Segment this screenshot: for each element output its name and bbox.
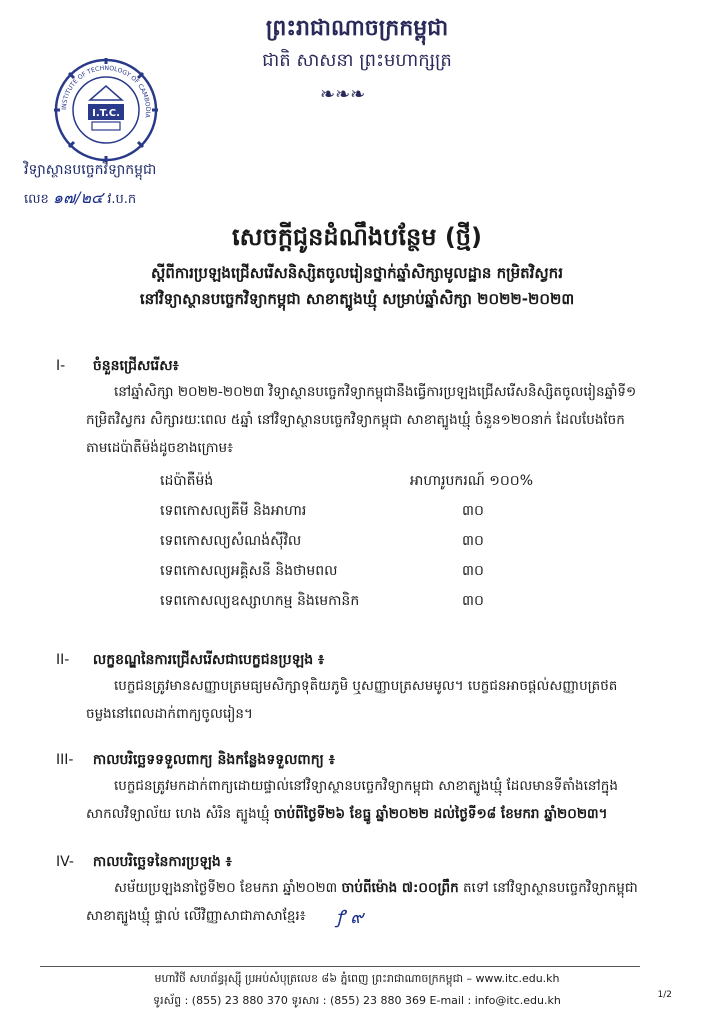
paragraph-line: បេក្ខជនត្រូវមានសញ្ញាបត្រមធ្យមសិក្សាទុតិយភូមិ ឬសញ្ញាបត្រសមមូល។ បេក្ខជនអាចផ្តល់សញ្ញាបត្រថត — [114, 678, 618, 694]
section-title: ចំនួនជ្រើសរើស៖ — [92, 358, 179, 374]
department-name: ទេពកោសល្យគីមី និងអាហារ — [160, 502, 307, 519]
paragraph-text: តទៅ នៅវិទ្យាស្ថានបច្ចេកវិទ្យាកម្ពុជា — [458, 880, 638, 896]
table-row — [160, 526, 642, 556]
departments-table — [160, 466, 642, 616]
footer-divider — [40, 966, 640, 967]
paragraph-line — [86, 800, 666, 828]
exam-time: ចាប់ពីម៉ោង ៧:០០ព្រឹក — [341, 880, 459, 896]
paragraph-line: កម្រិតវិស្វករ សិក្សារយៈពេល ៥ឆ្នាំ នៅវិទ្យាស្ថានបច្ចេកវិទ្យាកម្ពុជា សាខាត្បូងឃ្មុំ ចំនួន១២០នាក់ ដែលបែងចែក — [86, 412, 625, 428]
section-number: I- — [56, 358, 66, 374]
department-name: ទេពកោសល្យអគ្គិសនី និងថាមពល — [160, 562, 338, 579]
department-name: ទេពកោសល្យសំណង់ស៊ីវិល — [160, 532, 302, 549]
section-4-body — [86, 874, 666, 930]
section-3-body — [86, 772, 666, 828]
ornament-divider: ❧❧❧ — [320, 84, 366, 105]
section-title: លក្ខខណ្ឌនៃការជ្រើសរើសជាបេក្ខជនប្រឡង ៖ — [92, 652, 325, 668]
national-motto: ជាតិ សាសនា ព្រះមហាក្សត្រ — [262, 50, 452, 71]
section-number: IV- — [56, 854, 74, 870]
table-header-row — [160, 466, 642, 496]
table-row — [160, 496, 642, 526]
paragraph-line: នៅឆ្នាំសិក្សា ២០២២-២០២៣ វិទ្យាស្ថានបច្ចេកវិទ្យាកម្ពុជានឹងធ្វើការប្រឡងជ្រើសរើសនិស្សិតចូលរៀនឆ្នាំទី១ — [114, 384, 637, 400]
scholarship-count: ៣០ — [462, 592, 484, 609]
notice-title: សេចក្តីជូនដំណឹងបន្ថែម (ថ្មី) — [231, 223, 483, 251]
paragraph-line: តាមដេប៉ាតឺម៉ង់ដូចខាងក្រោម៖ — [86, 440, 234, 456]
paragraph-text: សាកលវិទ្យាល័យ ហេង សំរិន ត្បូងឃ្មុំ — [86, 806, 274, 822]
section-1-body — [86, 378, 666, 462]
paragraph-text: សម័យប្រឡងនាថ្ងៃទី២០ ខែមករា ឆ្នាំ២០២៣ — [114, 880, 342, 896]
section-number: II- — [56, 652, 70, 668]
section-number: III- — [56, 752, 74, 768]
footer-address: មហាវិថី សហព័ន្ធរុស្ស៊ី ប្រអប់សំបុត្រលេខ ៨៦ ភ្នំពេញ ព្រះរាជាណាចក្រកម្ពុជា – www.itc.edu.kh — [154, 972, 560, 985]
application-period: ចាប់ពីថ្ងៃទី២៦ ខែធ្នូ ឆ្នាំ២០២២ ដល់ថ្ងៃទី១៨ ខែមករា ឆ្នាំ២០២៣។ — [273, 806, 608, 822]
footer-contact: ទូរស័ព្ទ : (855) 23 880 370 ទូរសារ : (855) 23 880 369 E-mail : info@itc.edu.kh — [153, 994, 561, 1007]
paragraph-line: សាខាត្បូងឃ្មុំ ផ្ទាល់ លើវិញ្ញាសាជាភាសាខ្មែរ៖ — [86, 908, 306, 924]
page-number: 1/2 — [657, 990, 672, 1000]
notice-subtitle-1: ស្តីពីការប្រឡងជ្រើសរើសនិស្សិតចូលរៀនថ្នាក់ឆ្នាំសិក្សាមូលដ្ឋាន កម្រិតវិស្វករ — [151, 264, 563, 282]
table-header-cell: អាហារូបករណ៍ ១០០% — [410, 472, 534, 489]
paragraph-line: ចម្លងនៅពេលដាក់ពាក្យចូលរៀន។ — [86, 706, 253, 722]
ref-suffix: វ.ប.ក — [107, 192, 137, 207]
kingdom-heading: ព្រះរាជាណាចក្រកម្ពុជា — [265, 16, 449, 41]
table-header-cell: ដេប៉ាតឺម៉ង់ — [160, 472, 214, 489]
section-1-heading — [56, 356, 179, 377]
scholarship-count: ៣០ — [462, 562, 484, 579]
table-row — [160, 586, 642, 616]
ref-handwritten: ๑๗/๒๔ — [52, 188, 104, 207]
scholarship-count: ៣០ — [462, 502, 484, 519]
institute-name: វិទ្យាស្ថានបច្ចេកវិទ្យាកម្ពុជា — [24, 162, 157, 178]
table-row — [160, 556, 642, 586]
department-name: ទេពកោសល្យឧស្សាហកម្ម និងមេកានិក — [160, 592, 360, 609]
section-title: កាលបរិច្ឆេទនៃការប្រឡង ៖ — [92, 854, 232, 870]
scholarship-count: ៣០ — [462, 532, 484, 549]
logo-ring-text: INSTITUTE OF TECHNOLOGY OF CAMBODIA — [60, 64, 152, 119]
logo-abbrev: I.T.C. — [92, 108, 120, 119]
paragraph-line: បេក្ខជនត្រូវមកដាក់ពាក្យដោយផ្ទាល់នៅវិទ្យាស្ថានបច្ចេកវិទ្យាកម្ពុជា សាខាត្បូងឃ្មុំ ដែលមានទីតាំងនៅក្នុង — [114, 778, 618, 794]
section-2-heading — [56, 650, 324, 671]
itc-logo — [52, 56, 160, 164]
section-4-heading — [56, 852, 232, 873]
section-title: កាលបរិច្ឆេទទទួលពាក្យ និងកន្លែងទទួលពាក្យ ៖ — [92, 752, 335, 768]
paragraph-line — [86, 874, 666, 902]
ref-prefix: លេខ — [24, 192, 49, 207]
section-2-body — [86, 672, 666, 728]
reference-number — [24, 186, 136, 211]
notice-subtitle-2: នៅវិទ្យាស្ថានបច្ចេកវិទ្យាកម្ពុជា សាខាត្បូងឃ្មុំ សម្រាប់ឆ្នាំសិក្សា ២០២២-២០២៣ — [139, 290, 575, 308]
handwritten-initials: ꝭ ๙ — [336, 907, 364, 928]
section-3-heading — [56, 750, 335, 771]
